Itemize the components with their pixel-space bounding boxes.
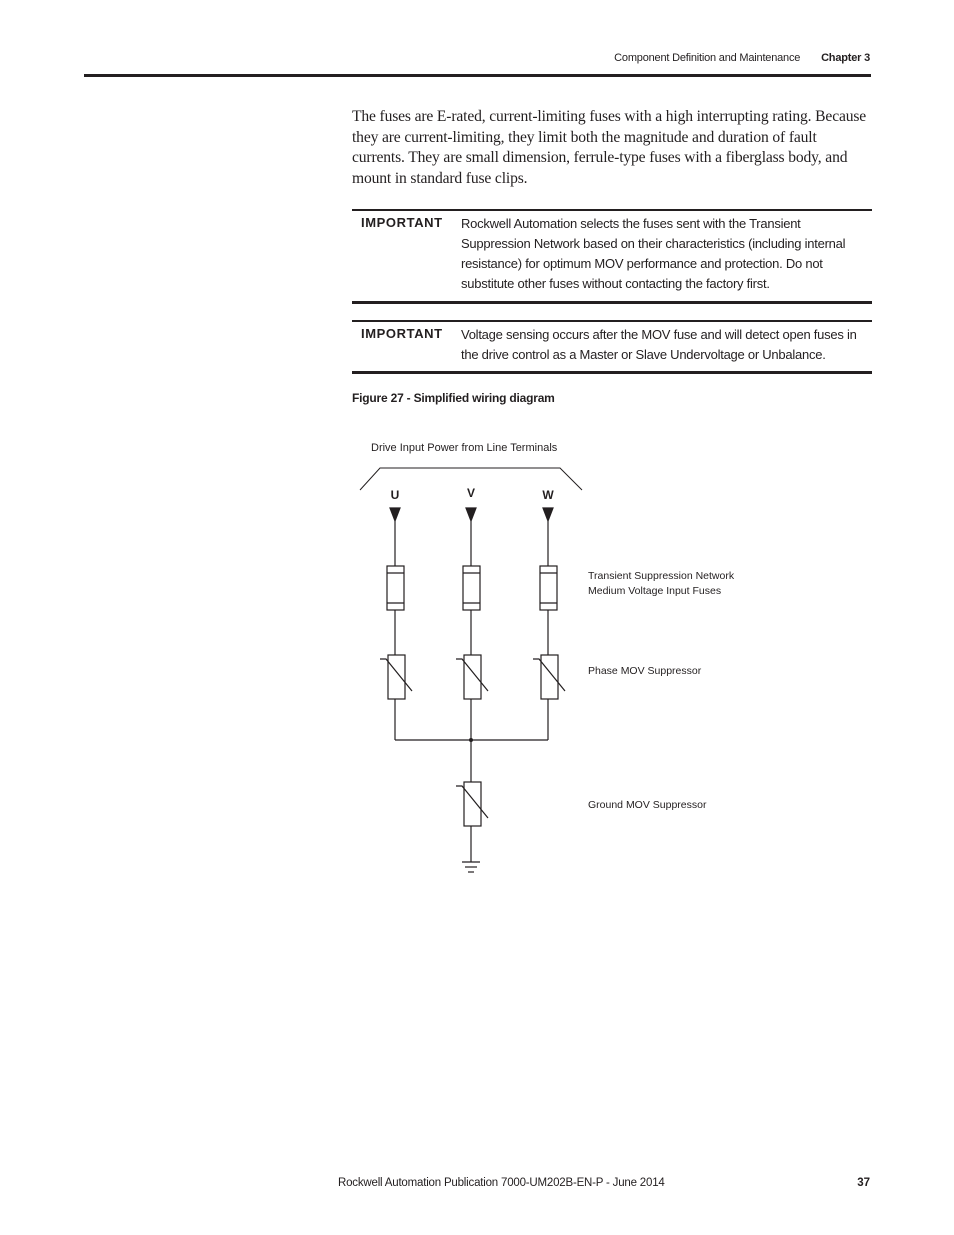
varistor-icon: [533, 655, 565, 699]
fuse-icon: [387, 566, 404, 610]
important-text: Voltage sensing occurs after the MOV fuse and will detect open fuses in the drive control as a Master or Slave Undervoltage or Unbalance.: [461, 327, 857, 362]
input-label: Drive Input Power from Line Terminals: [371, 442, 558, 454]
phase-label-u: U: [390, 488, 400, 502]
header-section-title: Component Definition and Maintenance: [614, 52, 801, 64]
arrow-down-icon: [543, 508, 553, 521]
header-chapter: Chapter 3: [821, 52, 870, 64]
phase-label-v: V: [466, 486, 476, 500]
figure-caption: Figure 27 - Simplified wiring diagram: [352, 391, 555, 405]
arrow-down-icon: [466, 508, 476, 521]
fuse-icon: [540, 566, 557, 610]
fuse-label-line2: Medium Voltage Input Fuses: [588, 585, 722, 597]
wiring-diagram: [352, 430, 752, 890]
arrow-down-icon: [390, 508, 400, 521]
page-number: 37: [857, 1177, 870, 1189]
varistor-icon: [456, 655, 488, 699]
phase-mov-label: Phase MOV Suppressor: [588, 665, 702, 677]
header-rule: [84, 74, 871, 77]
page-header: [614, 52, 870, 64]
varistor-icon: [456, 782, 488, 826]
fuse-icon: [463, 566, 480, 610]
ground-mov-label: Ground MOV Suppressor: [588, 799, 707, 811]
body-paragraph: The fuses are E-rated, current-limiting fuses with a high interrupting rating. Because they are current-limiting, they limit both the magnitude and duration of fault currents. They are small dimension, ferrule-type fuses with a fiberglass body, and mount in standard fuse clips.: [352, 108, 867, 187]
important-label: IMPORTANT: [361, 326, 443, 341]
important-text: Rockwell Automation selects the fuses sent with the Transient Suppression Network based on their characteristics (including internal resistance) for optimum MOV performance and protection. Do not substitute other fuses without contacting the factory first.: [461, 216, 846, 291]
junction-dot: [469, 738, 473, 742]
important-note-1: [352, 209, 872, 304]
phase-label-w: W: [542, 488, 554, 502]
ground-icon: [462, 862, 480, 872]
footer-publication: Rockwell Automation Publication 7000-UM202B-EN-P - June 2014: [338, 1177, 665, 1189]
important-label: IMPORTANT: [361, 215, 443, 230]
fuse-label-line1: Transient Suppression Network: [588, 570, 735, 582]
varistor-icon: [380, 655, 412, 699]
important-note-2: [352, 320, 872, 374]
